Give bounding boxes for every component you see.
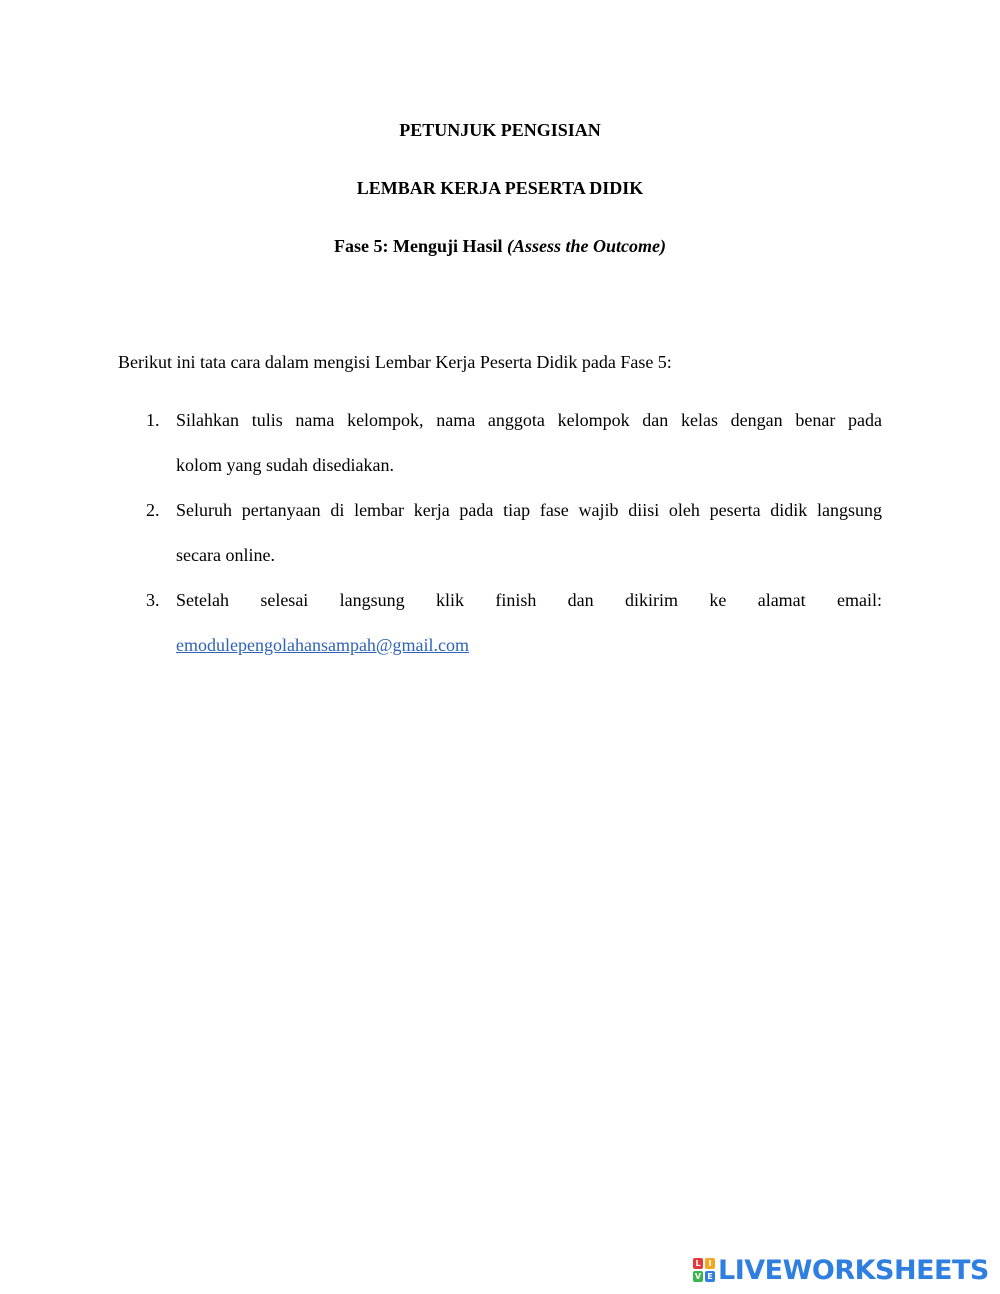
instruction-line: kolom yang sudah disediakan.: [176, 455, 394, 475]
phase-label: Fase 5: Menguji Hasil: [334, 236, 503, 256]
instruction-line: Silahkan tulis nama kelompok, nama anggota kelompok dan kelas dengan benar pada: [176, 410, 882, 430]
logo-letter-e: E: [705, 1271, 715, 1282]
logo-letter-i: I: [705, 1258, 715, 1269]
page-title: PETUNJUK PENGISIAN: [399, 120, 601, 140]
instruction-number: 2.: [146, 500, 160, 520]
phase-label-english: (Assess the Outcome): [507, 236, 666, 256]
logo-text: LIVEWORKSHEETS: [718, 1254, 989, 1286]
email-link[interactable]: emodulepengolahansampah@gmail.com: [176, 635, 469, 655]
instruction-line: secara online.: [176, 545, 275, 565]
liveworksheets-logo: [693, 1255, 989, 1285]
instruction-number: 3.: [146, 590, 160, 610]
page-subtitle: LEMBAR KERJA PESERTA DIDIK: [356, 178, 644, 198]
instruction-line: Setelah selesai langsung klik finish dan dikirim ke alamat email:: [176, 590, 882, 610]
instruction-line: Seluruh pertanyaan di lembar kerja pada tiap fase wajib diisi oleh peserta didik langsung: [176, 500, 882, 520]
phase-heading: [0, 235, 1000, 257]
logo-letter-l: L: [693, 1258, 703, 1269]
instruction-number: 1.: [146, 410, 160, 430]
logo-mark-icon: [693, 1258, 715, 1282]
logo-letter-v: V: [694, 1272, 702, 1281]
intro-text: Berikut ini tata cara dalam mengisi Lembar Kerja Peserta Didik pada Fase 5:: [118, 352, 672, 372]
